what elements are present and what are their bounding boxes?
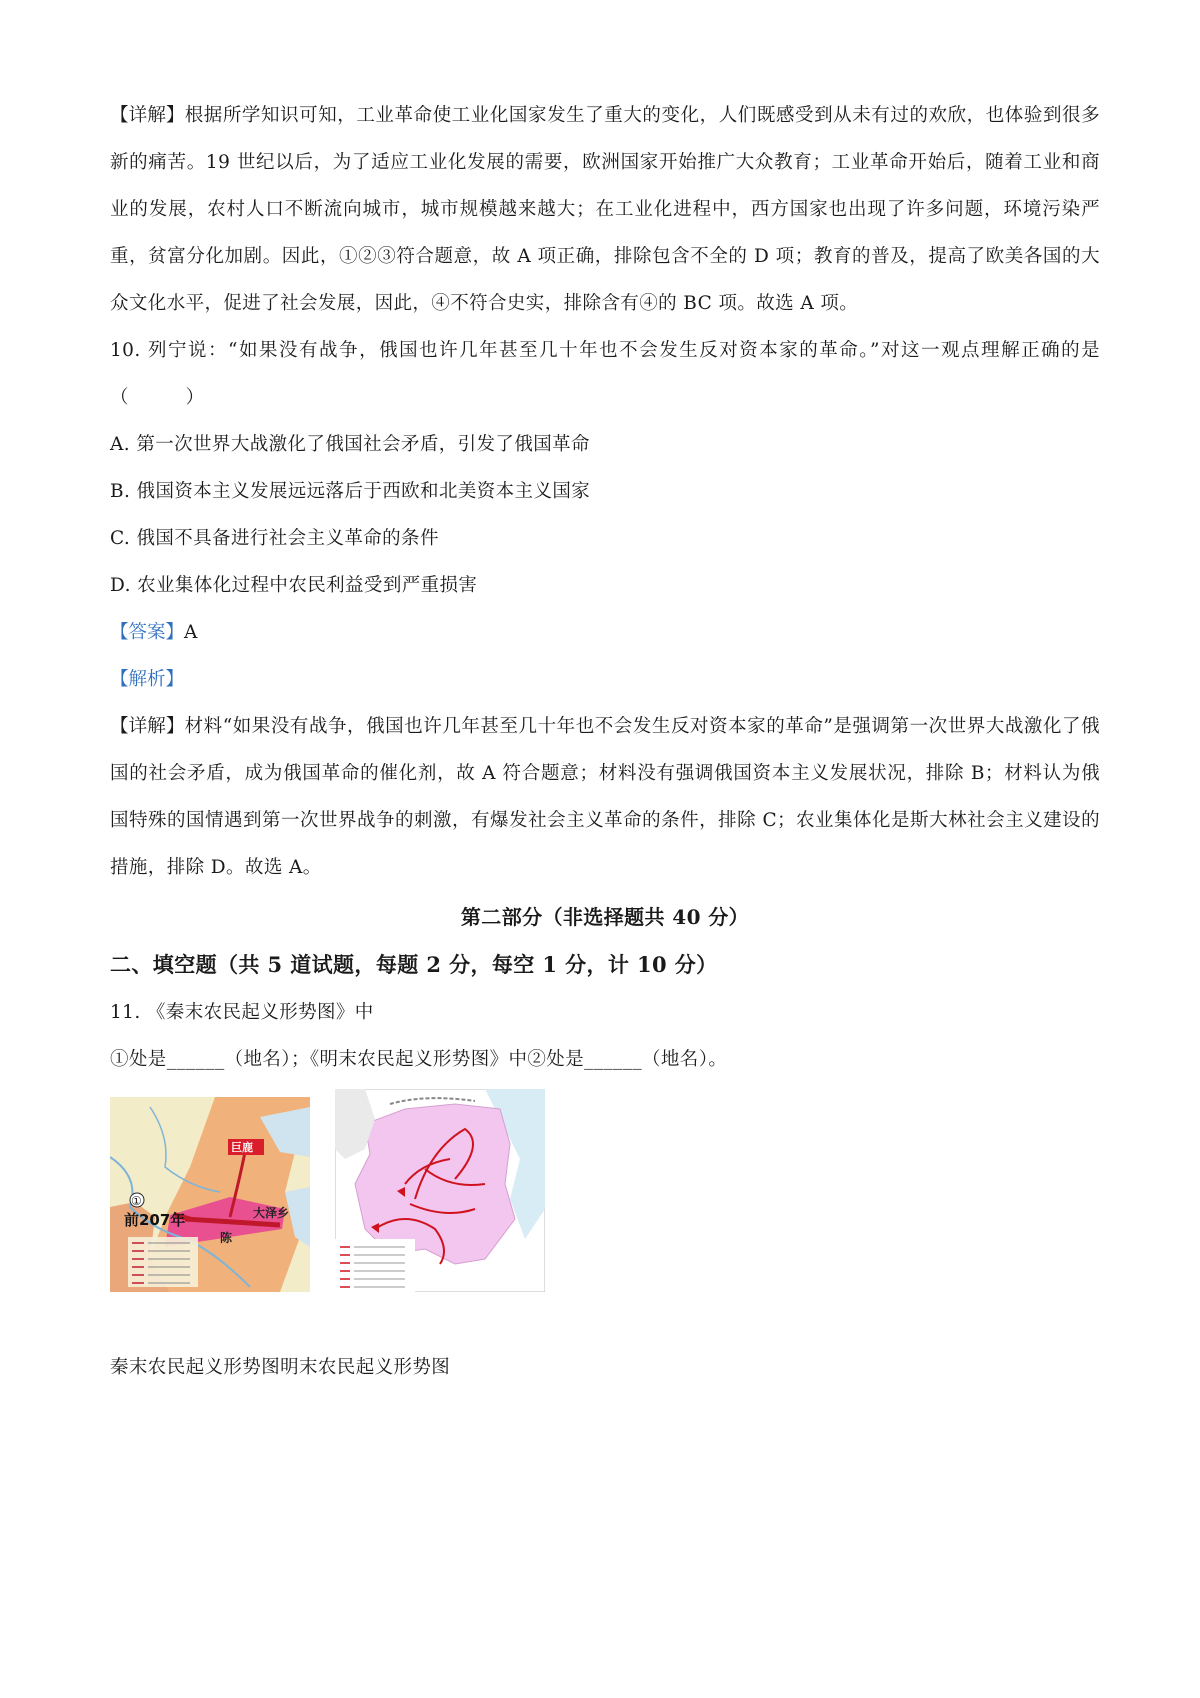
analysis-tag: 【解析】 [110,669,185,690]
ming-uprising-map [335,1089,545,1292]
q10-detail-paragraph [110,703,1100,891]
map1-marker: ① [131,1194,142,1208]
q10-answer [110,609,1100,656]
map1-year-label: 前207年 [124,1211,186,1229]
q10-option-d: D. 农业集体化过程中农民利益受到严重损害 [110,575,478,596]
q10-option-c: C. 俄国不具备进行社会主义革命的条件 [110,528,439,549]
q10-option-a: A. 第一次世界大战激化了俄国社会矛盾，引发了俄国革命 [110,434,590,455]
detail-tag: 【详解】 [110,716,185,737]
q10-detail-text: 材料“如果没有战争，俄国也许几年甚至几十年也不会发生反对资本家的革命”是强调第一次世界大战激化了俄国的社会矛盾，成为俄国革命的催化剂，故 A 符合题意；材料没有强调俄国资本主义发展状况，排除 B；材料认为俄国特殊的国情遇到第一次世界战争的刺激，有爆发社会主义革命的条件，排除 C；农业集体化是斯大林社会主义建设的措施，排除 D。故选 A。 [110,716,1100,878]
q11-line2: ①处是______（地名）；《明末农民起义形势图》中②处是______（地名）。 [110,1049,728,1070]
section2-title: 二、填空题（共 5 道试题，每题 2 分，每空 1 分，计 10 分） [110,952,718,977]
q11-map-caption: 秦末农民起义形势图明末农民起义形势图 [110,1357,451,1378]
q10-analysis [110,656,1100,703]
q10-stem: 10. 列宁说：“如果没有战争，俄国也许几年甚至几十年也不会发生反对资本家的革命。”对这一观点理解正确的是（ ） [110,340,1100,408]
q9-detail-text: 根据所学知识可知，工业革命使工业化国家发生了重大的变化，人们既感受到从未有过的欢欣，也体验到很多新的痛苦。19 世纪以后，为了适应工业化发展的需要，欧洲国家开始推广大众教育；工业革命开始后，随着工业和商业的发展，农村人口不断流向城市，城市规模越来越大；在工业化进程中，西方国家也出现了许多问题，环境污染严重，贫富分化加剧。因此，①②③符合题意，故 A 项正确，排除包含不全的 D 项；教育的普及，提高了欧美各国的大众文化水平，促进了社会发展，因此，④不符合史实，排除含有④的 BC 项。故选 A 项。 [110,105,1100,314]
document-page [110,92,1100,1391]
q11-line1: 11. 《秦末农民起义形势图》中 [110,1002,374,1023]
q9-detail-paragraph [110,92,1100,327]
map1-label-place1: 巨鹿 [231,1141,253,1154]
detail-tag: 【详解】 [110,105,185,126]
answer-value: A [184,622,198,643]
part2-title: 第二部分（非选择题共 40 分） [460,905,750,929]
map1-label-place2: 大泽乡 [253,1206,290,1220]
q10-option-b: B. 俄国资本主义发展远远落后于西欧和北美资本主义国家 [110,481,591,502]
qin-uprising-map [110,1097,310,1292]
map1-label-place3: 陈 [220,1231,233,1245]
q11-maps [110,1089,1100,1294]
answer-tag: 【答案】 [110,622,185,643]
